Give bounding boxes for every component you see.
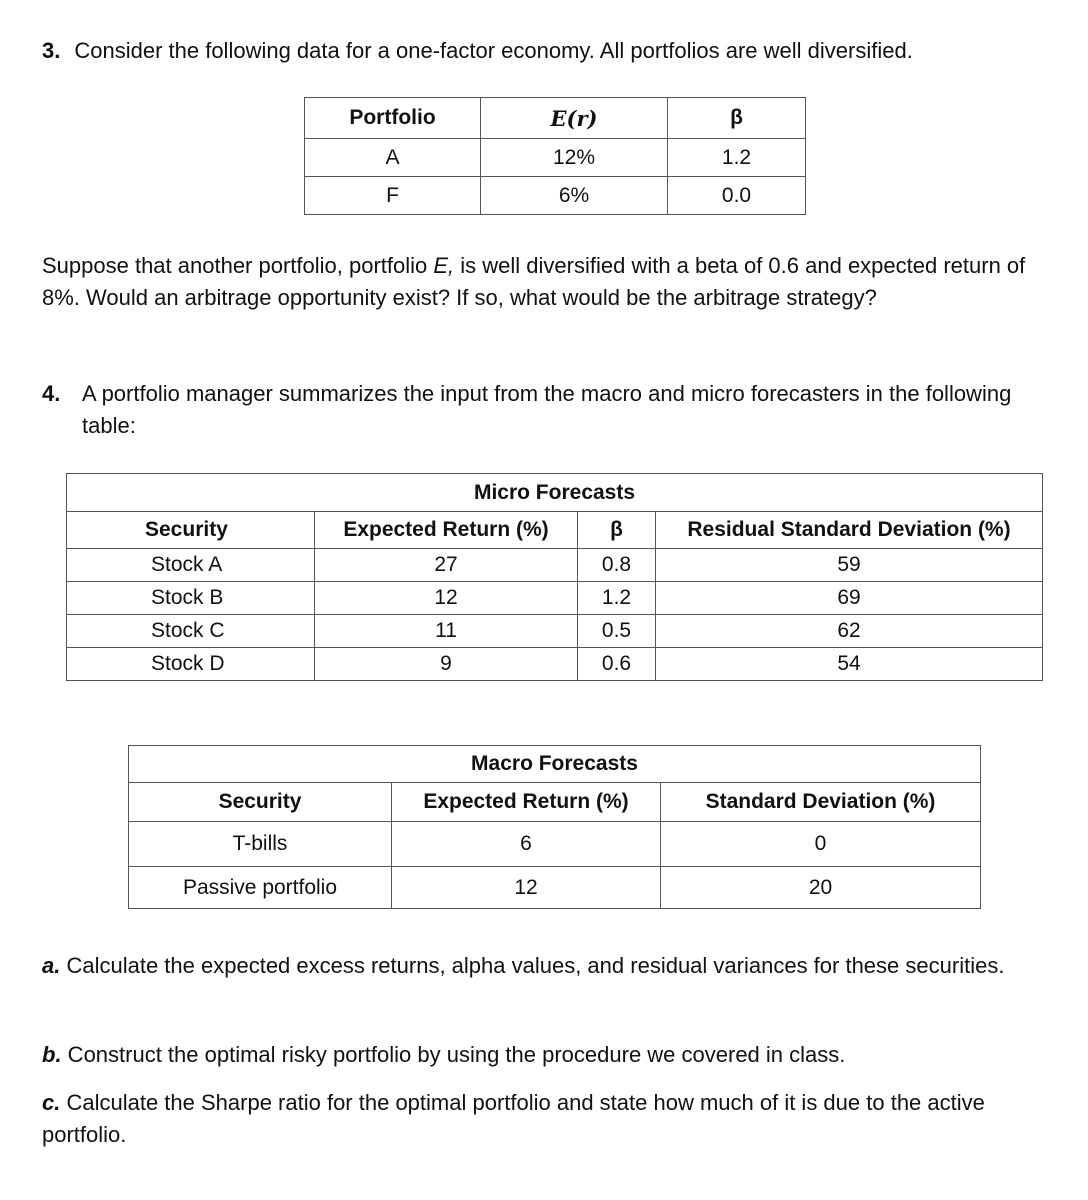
- col-header-expected-return: Expected Return (%): [392, 783, 661, 822]
- table-row: [67, 648, 1043, 681]
- cell: 0.0: [668, 177, 806, 215]
- cell: 12: [315, 582, 578, 615]
- question-4-number: 4.: [42, 381, 61, 406]
- col-header-standard-deviation: Standard Deviation (%): [661, 783, 981, 822]
- part-b-text: Construct the optimal risky portfolio by using the procedure we covered in class.: [61, 1042, 846, 1067]
- cell: 0.6: [578, 648, 656, 681]
- portfolio-table: [304, 97, 806, 215]
- cell: 0.8: [578, 549, 656, 582]
- question-4-intro: [42, 378, 1052, 442]
- table-row: [67, 549, 1043, 582]
- col-header-expected-return: Expected Return (%): [315, 512, 578, 549]
- cell: 1.2: [578, 582, 656, 615]
- question-3-body-part2: is well diversified with a beta of 0.6 and expected return of 8%. Would an arbitrage opportunity exist? If so, what would be the arbitrage strategy?: [42, 253, 1026, 310]
- col-header-security: Security: [67, 512, 315, 549]
- part-b: [42, 1039, 1052, 1071]
- cell: 6: [392, 822, 661, 867]
- table-row: [129, 867, 981, 909]
- question-3-number: 3.: [42, 38, 61, 63]
- cell: Stock C: [67, 615, 315, 648]
- question-3-body: [42, 250, 1052, 314]
- col-header-beta: β: [578, 512, 656, 549]
- cell: 59: [656, 549, 1043, 582]
- cell: 9: [315, 648, 578, 681]
- cell: 62: [656, 615, 1043, 648]
- cell: Stock A: [67, 549, 315, 582]
- question-4-intro-text: A portfolio manager summarizes the input from the macro and micro forecasters in the following table:: [82, 381, 1012, 438]
- portfolio-e-label: E,: [433, 253, 455, 278]
- table-row: [67, 582, 1043, 615]
- part-c: [42, 1087, 1052, 1151]
- part-c-text: Calculate the Sharpe ratio for the optimal portfolio and state how much of it is due to the active portfolio.: [42, 1090, 985, 1147]
- table-row: [305, 139, 806, 177]
- part-b-label: b.: [42, 1042, 62, 1067]
- cell: 11: [315, 615, 578, 648]
- part-a-text: Calculate the expected excess returns, alpha values, and residual variances for these securities.: [60, 953, 1005, 978]
- col-header-beta: β: [668, 98, 806, 139]
- cell: Passive portfolio: [129, 867, 392, 909]
- cell: A: [305, 139, 481, 177]
- macro-forecasts-table: [128, 745, 981, 909]
- question-3-intro-text: Consider the following data for a one-factor economy. All portfolios are well diversified.: [74, 38, 913, 63]
- cell: 12: [392, 867, 661, 909]
- cell: 0.5: [578, 615, 656, 648]
- micro-forecasts-table: [66, 473, 1043, 681]
- col-header-portfolio: Portfolio: [305, 98, 481, 139]
- cell: 27: [315, 549, 578, 582]
- cell: 6%: [481, 177, 668, 215]
- micro-forecasts-title: Micro Forecasts: [67, 474, 1043, 512]
- cell: 69: [656, 582, 1043, 615]
- part-a-label: a.: [42, 953, 61, 978]
- table-row: [67, 615, 1043, 648]
- table-row: [305, 177, 806, 215]
- question-3-body-part1: Suppose that another portfolio, portfolio: [42, 253, 434, 278]
- col-header-security: Security: [129, 783, 392, 822]
- cell: F: [305, 177, 481, 215]
- cell: Stock B: [67, 582, 315, 615]
- table-row: [129, 822, 981, 867]
- macro-forecasts-title: Macro Forecasts: [129, 746, 981, 783]
- cell: 54: [656, 648, 1043, 681]
- cell: 0: [661, 822, 981, 867]
- cell: 1.2: [668, 139, 806, 177]
- part-c-label: c.: [42, 1090, 61, 1115]
- part-a: [42, 942, 1052, 990]
- cell: 20: [661, 867, 981, 909]
- cell: 12%: [481, 139, 668, 177]
- question-3-intro: [42, 35, 913, 67]
- cell: T-bills: [129, 822, 392, 867]
- col-header-expected-return: E(r): [481, 98, 668, 139]
- cell: Stock D: [67, 648, 315, 681]
- col-header-residual-sd: Residual Standard Deviation (%): [656, 512, 1043, 549]
